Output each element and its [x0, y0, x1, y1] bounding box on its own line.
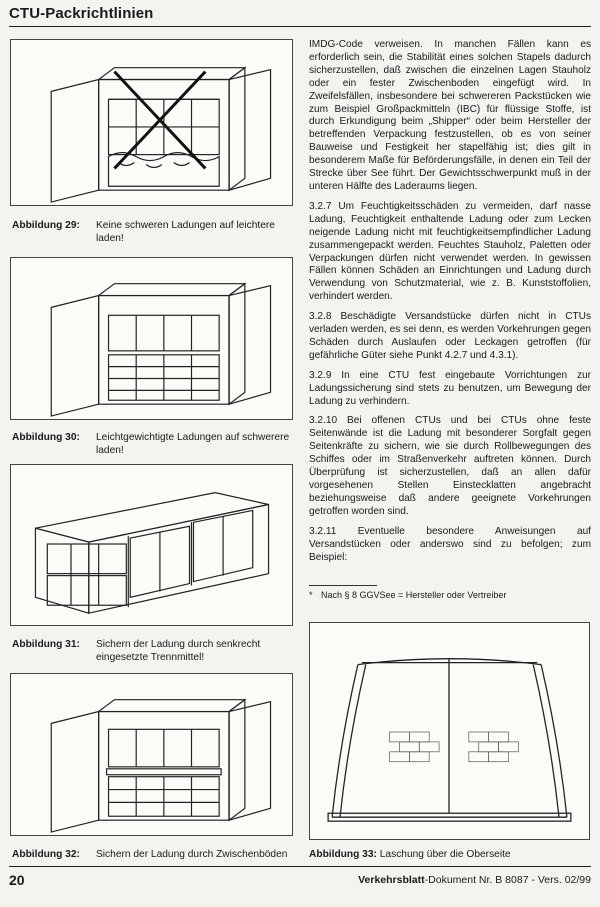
caption-30-label: Abbildung 30: [12, 432, 80, 443]
caption-29-label: Abbildung 29: [12, 220, 80, 231]
figure-29-illustration [10, 39, 293, 206]
document-source-rest: -Dokument Nr. B 8087 - Vers. 02/99 [424, 874, 591, 886]
caption-33-text: Laschung über die Oberseite [379, 849, 511, 860]
caption-31-text: Sichern der Ladung durch senkrecht eingesetzte Trennmittel! [96, 639, 261, 663]
page-footer [9, 866, 591, 891]
caption-33 [309, 848, 591, 861]
paragraph-imdg: IMDG-Code verweisen. In manchen Fällen kann es erforderlich sein, die Stabilität eines solchen Stapels dadurch sicherzustellen, daß zwischen die einzelnen Lagen Stauholz oder ein fester Zwischenboden eingefügt wird. In Zweifelsfällen, insbesondere bei schwereren Packstücken wie zum Beispiel Großpackmitteln (IBC) für flüssige Stoffe, ist durch Erkundigung beim „Shipper“ oder beim Hersteller der betreffenden Verpackung festzustellen, ob es von seiner Bauweise und Festigkeit her stapelfähig ist; dies gilt in besonderem Maße für Beförderungsfälle, in denen ein Teil der Strecke über See führt. Der Gewichtsschwerpunkt muß in der unteren Hälfte des Laderaums liegen. [309, 39, 591, 192]
container-vertical-dividers-drawing [11, 465, 292, 625]
document-source [358, 874, 591, 886]
lashing-over-top-drawing [310, 623, 589, 839]
caption-29 [12, 219, 297, 249]
caption-30-text: Leichtgewichtigte Ladungen auf schwerere laden! [96, 432, 290, 456]
paragraph-3-2-8: 3.2.8 Beschädigte Versandstücke dürfen nicht in CTUs verladen werden, es sei denn, es werden Vorkehrungen gegen Schäden durch Auslaufen oder Leckagen getroffen (für gefährliche Güter siehe Punkt 4.2.7 und 4.3.1). [309, 311, 591, 361]
page-header [9, 2, 591, 27]
caption-31 [12, 638, 297, 668]
container-light-on-heavy-drawing [11, 258, 292, 419]
caption-32-label: Abbildung 32: [12, 849, 80, 860]
paragraph-3-2-11: 3.2.11 Eventuelle besondere Anweisungen auf Versandstücken oder anderswo sind zu befolgen; zum Beispiel: [309, 525, 591, 563]
caption-33-label: Abbildung 33: [309, 849, 377, 860]
footnote [309, 590, 591, 601]
figure-32-illustration [10, 673, 293, 836]
caption-29-text: Keine schweren Ladungen auf leichtere laden! [96, 220, 275, 244]
figure-33-illustration [309, 622, 590, 840]
page-number: 20 [9, 872, 25, 888]
paragraph-3-2-10: 3.2.10 Bei offenen CTUs und bei CTUs ohne feste Seitenwände ist die Ladung mit besonderer Sorgfalt gegen Seitenkräfte zu sichern, wie sie durch Rollbewegungen des Schiffes oder im Straßenverkehr auftreten können. Durch Überprüfung ist sicherzustellen, daß an allen dafür vorgesehenen Stellen Einstecklatten angebracht beziehungsweise daß andere geeignete Vorkehrungen getroffen worden sind. [309, 415, 591, 517]
container-intermediate-floors-drawing [11, 674, 292, 835]
paragraph-3-2-9: 3.2.9 In eine CTU fest eingebaute Vorrichtungen zur Ladungssicherung sind stets zu benutzen, um Bewegung der Ladung zu verhindern. [309, 369, 591, 407]
caption-32-text: Sichern der Ladung durch Zwischenböden [96, 849, 288, 860]
caption-30 [12, 431, 297, 461]
paragraph-3-2-7: 3.2.7 Um Feuchtigkeitsschäden zu vermeiden, darf nasse Ladung, Feuchtigkeit enthaltende Ladung oder zum Lecken neigende Ladung nicht mit feuchtigkeitsempfindlicher Ladung zusammengepackt werden. Feuchtes Stauholz, Paletten oder Verpackungen dürfen nicht verwendet werden. In gewissen Fällen können Schäden an Einrichtungen und Ladung durch Verwendung von Schutzmaterial, wie z. B. Kunststoffolien, verhindert werden. [309, 200, 591, 303]
footnote-mark: * [309, 590, 313, 600]
footnote-text: Nach § 8 GGVSee = Hersteller oder Vertreiber [321, 590, 507, 600]
caption-31-label: Abbildung 31: [12, 639, 80, 650]
figure-31-illustration [10, 464, 293, 626]
page-title: CTU-Packrichtlinien [9, 5, 154, 22]
document-source-title: Verkehrsblatt [358, 874, 425, 886]
figure-30-illustration [10, 257, 293, 420]
body-text-column [309, 39, 591, 571]
container-open-doors-drawing [11, 40, 292, 205]
caption-32 [12, 848, 297, 862]
footnote-divider [309, 585, 377, 586]
